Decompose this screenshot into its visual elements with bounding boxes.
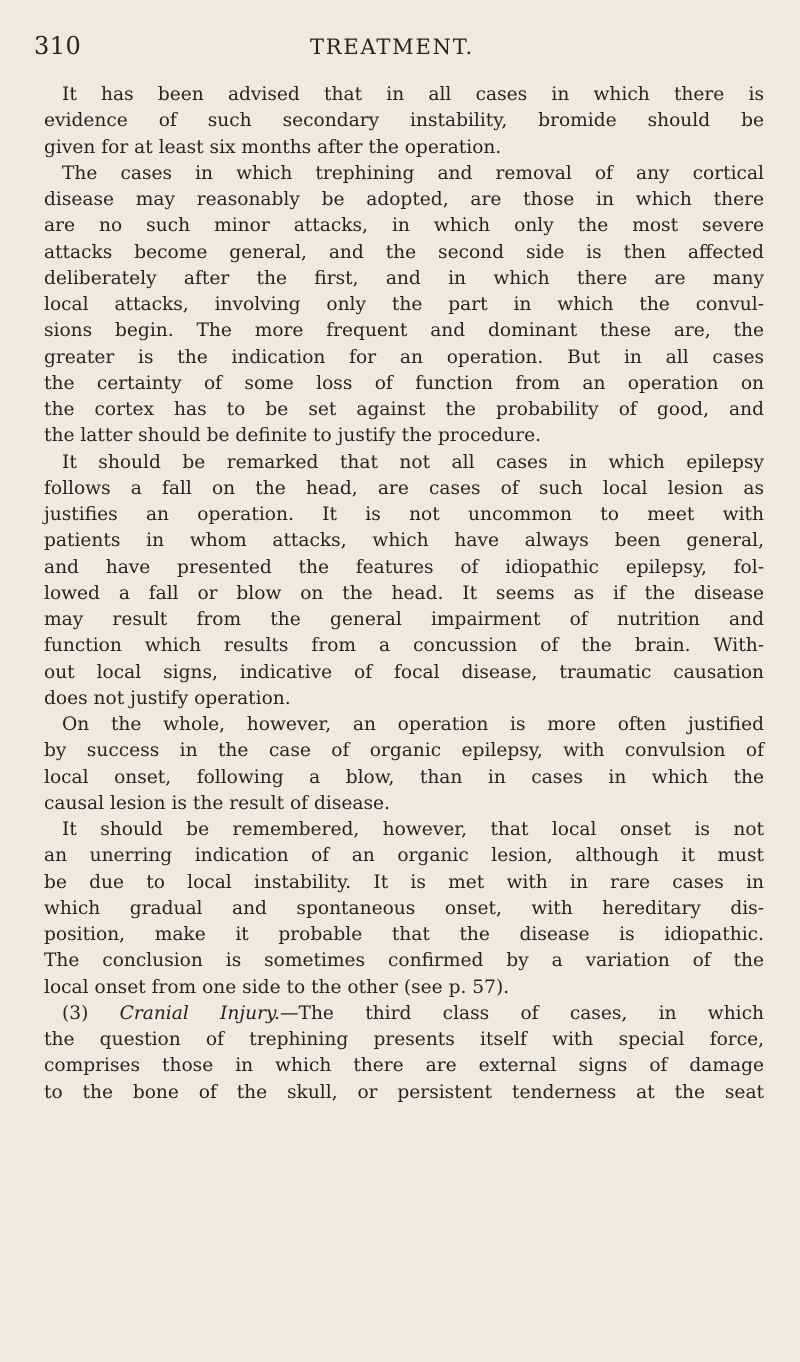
text-line: which gradual and spontaneous onset, with hereditary dis- — [44, 897, 764, 919]
text-line: local onset from one side to the other (see p. 57). — [44, 976, 510, 998]
text-line: the certainty of some loss of function from an operation on — [44, 372, 764, 394]
text-line: follows a fall on the head, are cases of such local lesion as — [44, 477, 764, 499]
text-line: be due to local instability. It is met with in rare cases in — [44, 871, 764, 893]
text-line: evidence of such secondary instability, bromide should be — [44, 110, 764, 132]
text-line: The cases in which trephining and removal of any cortical — [62, 162, 764, 184]
text-line: causal lesion is the result of disease. — [44, 792, 390, 814]
text-line: greater is the indication for an operation. But in all cases — [44, 346, 764, 368]
running-head — [0, 32, 800, 62]
text-line: On the whole, however, an operation is more often justified — [62, 714, 764, 735]
text-line: the question of trephining presents itself with special force, — [44, 1029, 764, 1050]
text-line: the cortex has to be set against the probability of good, and — [44, 399, 764, 420]
text-line: by success in the case of organic epilepsy, with convulsion of — [44, 740, 764, 762]
text-line: attacks become general, and the second side is then affected — [44, 241, 764, 263]
text-line: The conclusion is sometimes confirmed by a variation of the — [44, 950, 764, 972]
text-line: disease may reasonably be adopted, are those in which there — [44, 189, 764, 210]
text-line: does not justify operation. — [44, 687, 291, 709]
text-line: comprises those in which there are external signs of damage — [44, 1055, 764, 1077]
text-line: patients in whom attacks, which have always been general, — [44, 530, 764, 552]
text-line: local attacks, involving only the part in which the convul- — [44, 294, 764, 315]
text-line: position, make it probable that the disease is idiopathic. — [44, 924, 764, 945]
text-line: out local signs, indicative of focal disease, traumatic causation — [44, 661, 764, 683]
text-line: to the bone of the skull, or persistent tenderness at the seat — [44, 1081, 764, 1103]
text-line: may result from the general impairment of nutrition and — [44, 609, 764, 630]
text-line: sions begin. The more frequent and dominant these are, the — [44, 320, 764, 342]
section-heading: Cranial Injury. — [119, 1002, 280, 1024]
page-number: 310 — [34, 32, 82, 60]
running-title: TREATMENT. — [310, 35, 474, 59]
text-line: are no such minor attacks, in which only the most severe — [44, 215, 764, 237]
text-line — [44, 1001, 764, 1027]
text-line: It should be remembered, however, that local onset is not — [62, 819, 764, 840]
text-line: local onset, following a blow, than in cases in which the — [44, 766, 764, 788]
text-line: the latter should be definite to justify the procedure. — [44, 425, 542, 447]
section-number: (3) — [62, 1002, 120, 1024]
text-line: and have presented the features of idiopathic epilepsy, fol- — [44, 556, 764, 578]
text-line: It should be remarked that not all cases in which epilepsy — [62, 451, 764, 473]
text-line: lowed a fall or blow on the head. It seems as if the disease — [44, 582, 764, 604]
text-line: given for at least six months after the operation. — [44, 136, 502, 158]
text-line: deliberately after the first, and in which there are many — [44, 267, 764, 289]
text-line: an unerring indication of an organic lesion, although it must — [44, 845, 764, 867]
text-line: justifies an operation. It is not uncommon to meet with — [44, 504, 764, 525]
section-text: —The third class of cases, in which — [279, 1002, 765, 1024]
body-text — [44, 82, 764, 1106]
text-line: It has been advised that in all cases in which there is — [62, 84, 764, 105]
text-line: function which results from a concussion of the brain. With- — [44, 635, 764, 657]
